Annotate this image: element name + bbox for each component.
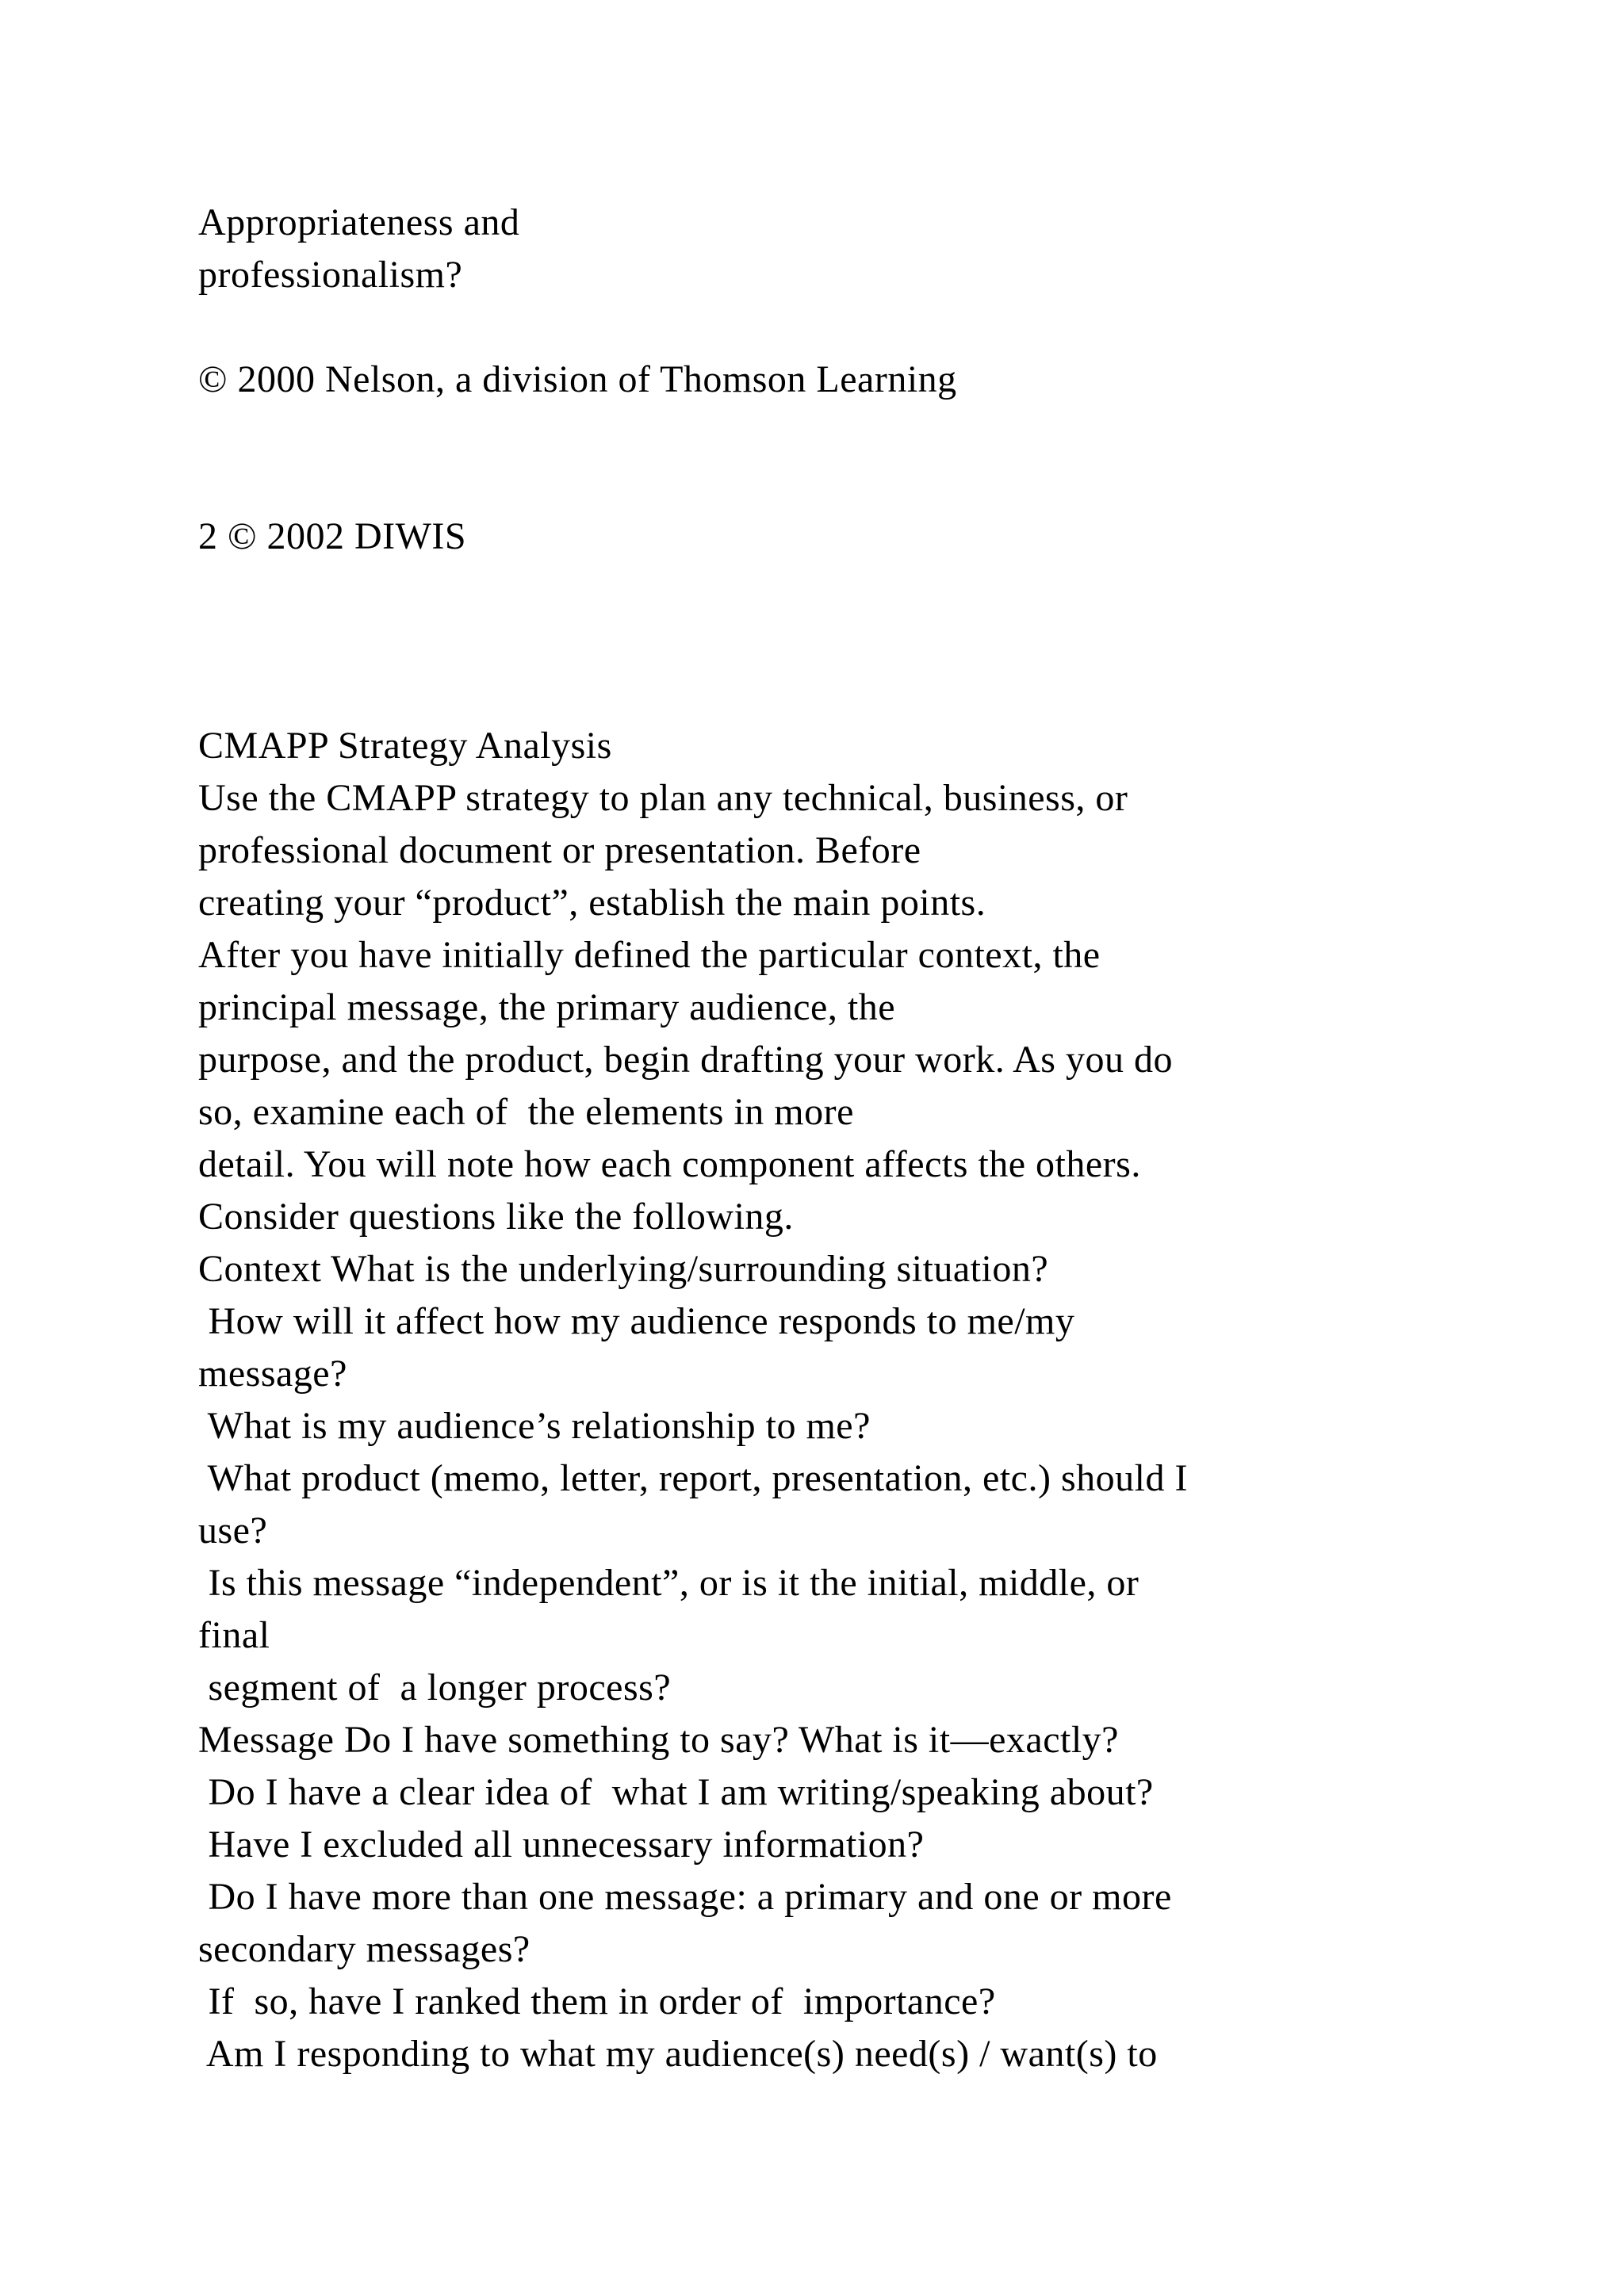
text-line-10: principal message, the primary audience, the [198,986,895,1028]
section-heading: CMAPP Strategy Analysis [198,725,612,767]
text-line-12: so, examine each of the elements in more [198,1091,854,1133]
text-line-1: Appropriateness and [198,201,520,243]
text-line-2: professionalism? [198,254,463,296]
text-line-7: professional document or presentation. Before [198,829,921,871]
text-line-21: Is this message “independent”, or is it the initial, middle, or [198,1562,1139,1604]
text-line-20: use? [198,1510,268,1552]
page-footer-line: 2 © 2002 DIWIS [198,515,467,557]
text-line-22: final [198,1614,270,1656]
text-line-6: Use the CMAPP strategy to plan any technical, business, or [198,777,1128,819]
text-line-26: Have I excluded all unnecessary information? [198,1823,925,1866]
text-line-11: purpose, and the product, begin drafting your work. As you do [198,1039,1173,1081]
copyright-line: © 2000 Nelson, a division of Thomson Learning [198,358,957,400]
text-line-14: Consider questions like the following. [198,1196,794,1238]
text-line-30: Am I responding to what my audience(s) need(s) / want(s) to [198,2033,1158,2075]
text-line-13: detail. You will note how each component affects the others. [198,1143,1141,1185]
text-line-15: Context What is the underlying/surrounding situation? [198,1248,1049,1290]
text-line-8: creating your “product”, establish the main points. [198,882,986,924]
text-line-17: message? [198,1353,347,1395]
text-line-28: secondary messages? [198,1928,530,1970]
text-line-27: Do I have more than one message: a primary and one or more [198,1876,1172,1918]
text-line-9: After you have initially defined the particular context, the [198,934,1101,976]
text-line-29: If so, have I ranked them in order of importance? [198,1980,996,2022]
text-line-23: segment of a longer process? [198,1667,672,1709]
text-line-24: Message Do I have something to say? What is it—exactly? [198,1719,1119,1761]
text-line-25: Do I have a clear idea of what I am writing/speaking about? [198,1771,1154,1813]
text-line-16: How will it affect how my audience responds to me/my [198,1300,1075,1342]
text-line-19: What product (memo, letter, report, presentation, etc.) should I [198,1457,1188,1499]
text-line-18: What is my audience’s relationship to me? [198,1405,871,1447]
